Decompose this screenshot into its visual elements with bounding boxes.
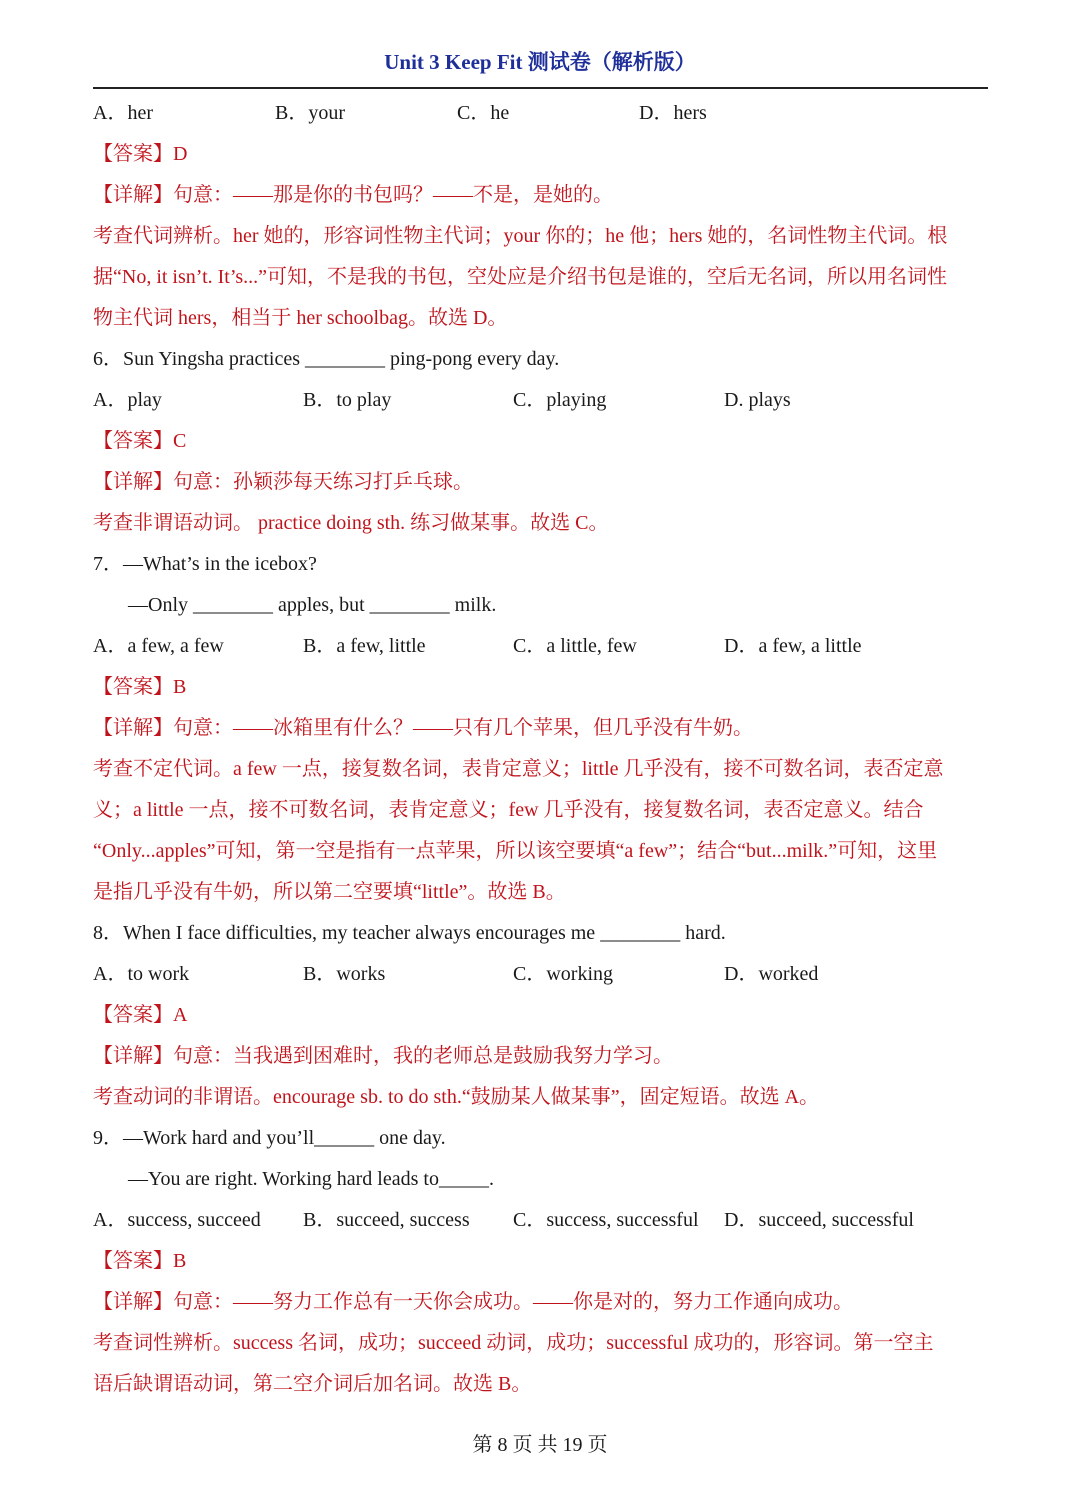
q6-options: [93, 380, 988, 421]
q9-stem-reply: —You are right. Working hard leads to_____.: [128, 1168, 494, 1190]
page-number: 第 8 页 共 19 页: [472, 1434, 608, 1456]
q6-option-b: B．to play: [303, 389, 392, 411]
q8-explain-line: 考查动词的非谓语。encourage sb. to do sth.“鼓励某人做某事”，固定短语。故选 A。: [93, 1086, 820, 1108]
q8-stem: 8．When I face difficulties, my teacher always encourages me ________ hard.: [93, 922, 726, 944]
q7-answer: 【答案】B: [93, 676, 187, 698]
q7-explain-line: 是指几乎没有牛奶，所以第二空要填“little”。故选 B。: [93, 881, 566, 903]
q6-stem: 6．Sun Yingsha practices ________ ping-pong every day.: [93, 348, 560, 370]
q9-explain-line: 考查词性辨析。success 名词，成功；succeed 动词，成功；successful 成功的，形容词。第一空主: [93, 1332, 934, 1354]
q6-option-a: A．play: [93, 389, 162, 411]
q5-options: [93, 93, 988, 134]
q5-explain-line: 物主代词 hers，相当于 her schoolbag。故选 D。: [93, 307, 508, 329]
q9-detail: 【详解】句意：——努力工作总有一天你会成功。——你是对的，努力工作通向成功。: [93, 1291, 853, 1313]
q7-explain-line: “Only...apples”可知，第一空是指有一点苹果，所以该空要填“a few”；结合“but...milk.”可知，这里: [93, 840, 938, 862]
q7-options: [93, 626, 988, 667]
q5-option-c: C．he: [457, 102, 510, 124]
q5-option-a: A．her: [93, 102, 153, 124]
q8-option-c: C．working: [513, 963, 613, 985]
page-content: [93, 93, 988, 1405]
q9-answer: 【答案】B: [93, 1250, 187, 1272]
q9-explain-line: 语后缺谓语动词，第二空介词后加名词。故选 B。: [93, 1373, 532, 1395]
q9-option-c: C．success, successful: [513, 1209, 699, 1231]
q9-option-d: D．succeed, successful: [724, 1209, 914, 1231]
q5-explain-line: 据“No, it isn’t. It’s...”可知，不是我的书包，空处应是介绍书包是谁的，空后无名词，所以用名词性: [93, 266, 948, 288]
q9-options: [93, 1200, 988, 1241]
q5-option-d: D．hers: [639, 102, 707, 124]
q8-options: [93, 954, 988, 995]
q8-option-a: A．to work: [93, 963, 190, 985]
q7-explain-line: 义；a little 一点，接不可数名词，表肯定意义；few 几乎没有，接复数名词，表否定意义。结合: [93, 799, 924, 821]
q6-option-c: C．playing: [513, 389, 607, 411]
q7-stem-reply: —Only ________ apples, but ________ milk.: [128, 594, 497, 616]
q7-stem: 7．—What’s in the icebox?: [93, 553, 317, 575]
q8-option-d: D．worked: [724, 963, 819, 985]
page-header-title: Unit 3 Keep Fit 测试卷（解析版）: [384, 50, 696, 74]
q7-explain-line: 考查不定代词。a few 一点，接复数名词，表肯定意义；little 几乎没有，接不可数名词，表否定意: [93, 758, 944, 780]
q9-stem: 9．—Work hard and you’ll______ one day.: [93, 1127, 446, 1149]
q6-option-d: D. plays: [724, 389, 791, 411]
q9-option-a: A．success, succeed: [93, 1209, 261, 1231]
q6-answer: 【答案】C: [93, 430, 187, 452]
q7-option-d: D．a few, a little: [724, 635, 862, 657]
q7-option-a: A．a few, a few: [93, 635, 224, 657]
q8-option-b: B．works: [303, 963, 386, 985]
header-divider: [93, 87, 988, 89]
q7-option-b: B．a few, little: [303, 635, 426, 657]
q5-explain-line: 考查代词辨析。her 她的，形容词性物主代词；your 你的；he 他；hers 她的，名词性物主代词。根: [93, 225, 948, 247]
q5-answer: 【答案】D: [93, 143, 188, 165]
q9-option-b: B．succeed, success: [303, 1209, 470, 1231]
q8-detail: 【详解】句意：当我遇到困难时，我的老师总是鼓励我努力学习。: [93, 1045, 673, 1067]
q8-answer: 【答案】A: [93, 1004, 188, 1026]
q5-option-b: B．your: [275, 102, 345, 124]
q7-option-c: C．a little, few: [513, 635, 637, 657]
q5-detail: 【详解】句意：——那是你的书包吗？——不是，是她的。: [93, 184, 613, 206]
q6-detail: 【详解】句意：孙颖莎每天练习打乒乓球。: [93, 471, 473, 493]
q6-explain-line: 考查非谓语动词。 practice doing sth. 练习做某事。故选 C。: [93, 512, 609, 534]
q7-detail: 【详解】句意：——冰箱里有什么？——只有几个苹果，但几乎没有牛奶。: [93, 717, 753, 739]
